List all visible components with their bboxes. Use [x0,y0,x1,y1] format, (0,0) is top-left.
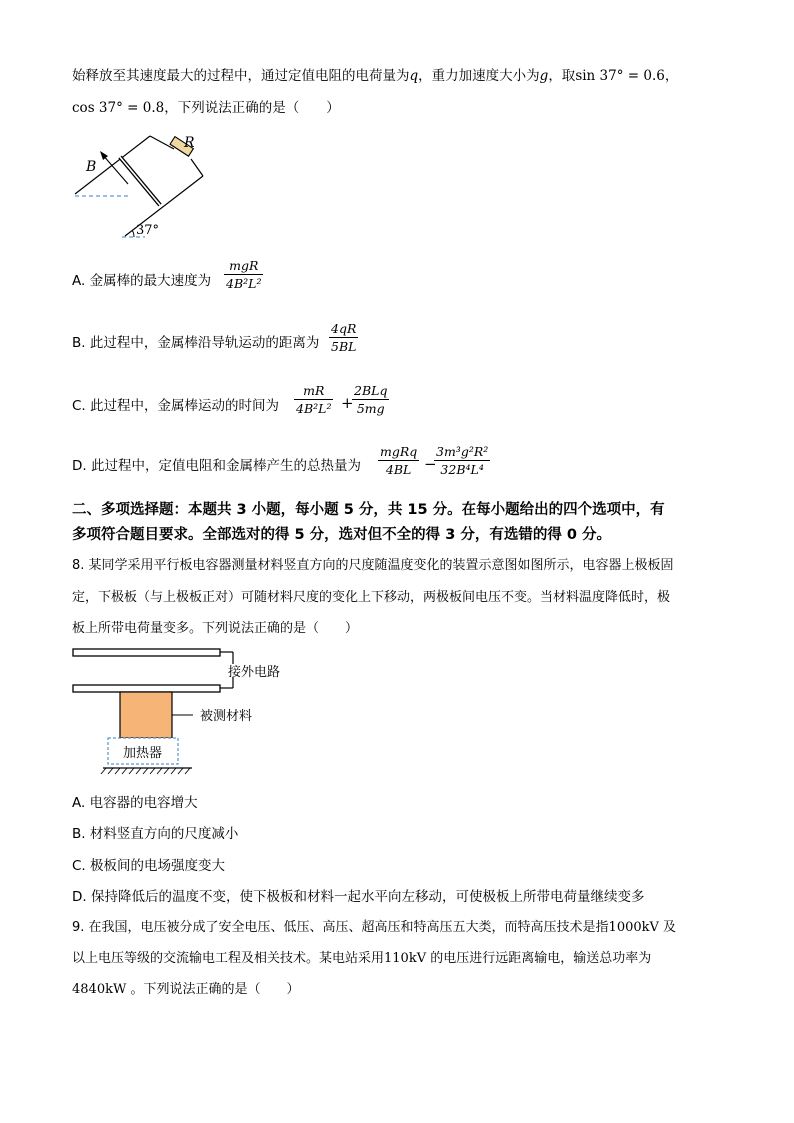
q7-option-c-operator: + [341,394,354,412]
q7-stem-line2: cos 37° = 0.8，下列说法正确的是（ ） [72,100,340,116]
q8-option-b: B. 材料竖直方向的尺度减小 [72,826,239,842]
q8-option-d: D. 保持降低后的温度不变，使下极板和材料一起水平向左移动，可使极板上所带电荷量继续变多 [72,889,645,905]
q7-option-d-fraction-1: mgRq 4BL [380,444,418,477]
q7-option-d-operator: − [424,455,437,473]
label-R: R [184,135,195,151]
q7-option-b-text: B. 此过程中，金属棒沿导轨运动的距离为 [72,335,320,351]
label-heater: 加热器 [123,746,163,761]
q7-option-c-fraction-2: 2BLq 5mg [354,383,388,416]
q9-stem-line3: 4840kW 。下列说法正确的是（ ） [72,982,300,997]
label-B: B [86,159,97,175]
q7-option-c-text: C. 此过程中，金属棒运动的时间为 [72,398,280,414]
q7-incline-figure [70,126,270,241]
q7-option-c-fraction-1: mR 4B²L² [296,383,332,416]
q7-option-d-fraction-2: 3m³g²R² 32B⁴L⁴ [436,444,489,477]
label-external-circuit: 接外电路 [228,665,281,680]
label-angle: 37° [136,223,160,238]
section2-heading-line2: 多项符合题目要求。全部选对的得 5 分，选对但不全的得 3 分，有选错的得 0 分。 [72,527,612,543]
q7-option-a-fraction: mgR 4B²L² [226,258,262,291]
q7-stem-line1: 始释放至其速度最大的过程中，通过定值电阻的电荷量为q，重力加速度大小为g，取sin 37° = 0.6， [72,68,679,84]
q7-option-b-fraction: 4qR 5BL [331,321,357,354]
q9-stem-line2: 以上电压等级的交流输电工程及相关技术。某电站采用110kV 的电压进行远距离输电，输送总功率为 [72,951,652,966]
material-block [120,692,172,738]
q9-stem-line1: 9. 在我国，电压被分成了安全电压、低压、高压、超高压和特高压五大类，而特高压技术是指1000kV 及 [72,920,677,935]
q8-capacitor-figure [70,645,300,775]
label-material: 被测材料 [200,709,253,724]
q7-option-d-text: D. 此过程中，定值电阻和金属棒产生的总热量为 [72,458,361,474]
q8-stem-line2: 定，下极板（与上极板正对）可随材料尺度的变化上下移动，两极板间电压不变。当材料温度降低时，极 [72,590,671,605]
q8-stem-line3: 板上所带电荷量变多。下列说法正确的是（ ） [72,621,359,636]
q8-option-c: C. 极板间的电场强度变大 [72,858,226,874]
q8-stem-line1: 8. 某同学采用平行板电容器测量材料竖直方向的尺度随温度变化的装置示意图如图所示，电容器上极板固 [72,558,674,573]
q8-option-a: A. 电容器的电容增大 [72,795,198,811]
section2-heading-line1: 二、多项选择题：本题共 3 小题，每小题 5 分，共 15 分。在每小题给出的四个选项中，有 [72,502,665,518]
q7-option-a-text: A. 金属棒的最大速度为 [72,273,212,289]
